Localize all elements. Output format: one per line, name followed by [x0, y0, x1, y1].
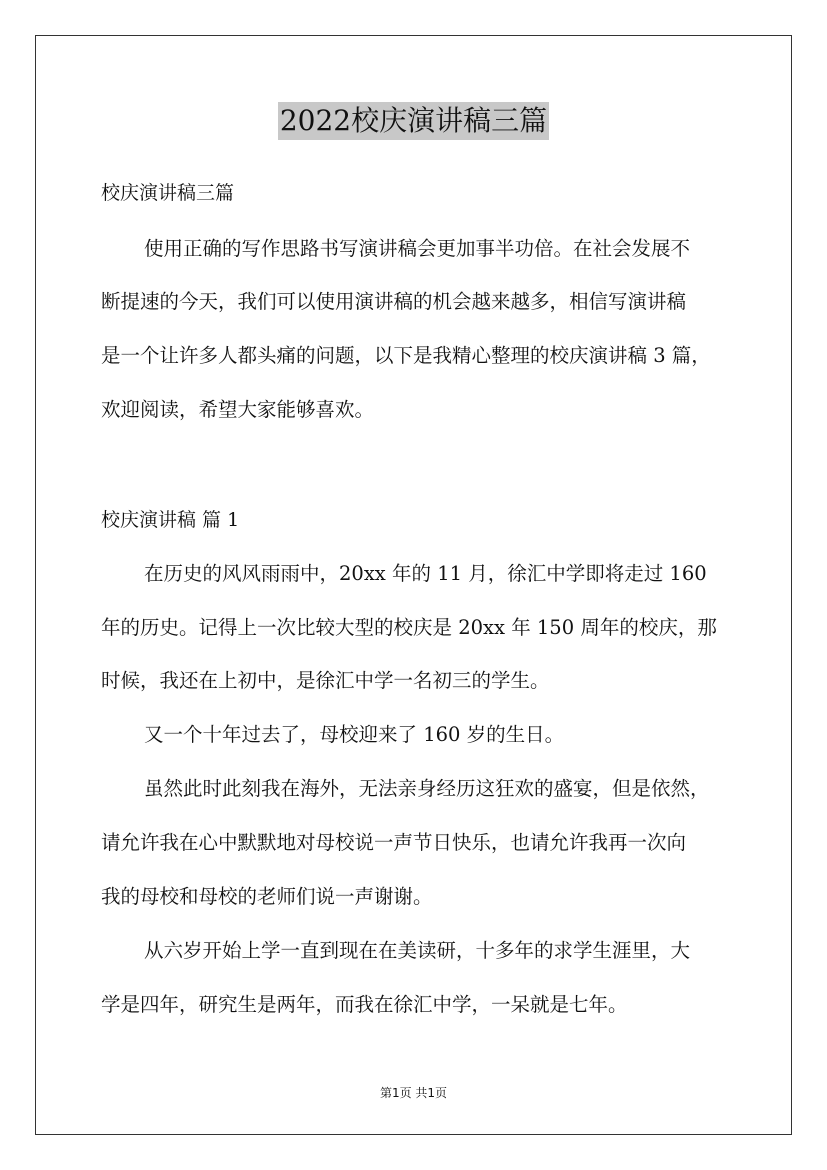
paragraph-line: 又一个十年过去了，母校迎来了 160 岁的生日。	[144, 723, 565, 746]
intro-line: 欢迎阅读，希望大家能够喜欢。	[101, 398, 375, 421]
paragraph-line: 请允许我在心中默默地对母校说一声节日快乐，也请允许我再一次向	[101, 831, 687, 854]
section-heading: 校庆演讲稿 篇 1	[101, 509, 240, 531]
paragraph-line: 在历史的风风雨雨中，20xx 年的 11 月，徐汇中学即将走过 160	[144, 562, 707, 585]
intro-line: 使用正确的写作思路书写演讲稿会更加事半功倍。在社会发展不	[144, 237, 691, 260]
document-subtitle: 校庆演讲稿三篇	[101, 182, 235, 204]
paragraph-line: 虽然此时此刻我在海外，无法亲身经历这狂欢的盛宴，但是依然，	[144, 777, 710, 800]
title-container	[0, 102, 827, 140]
document-title: 2022校庆演讲稿三篇	[278, 102, 549, 140]
paragraph-line: 时候，我还在上初中，是徐汇中学一名初三的学生。	[101, 669, 550, 692]
paragraph-line: 我的母校和母校的老师们说一声谢谢。	[101, 885, 433, 908]
intro-line: 是一个让许多人都头痛的问题，以下是我精心整理的校庆演讲稿 3 篇，	[101, 344, 711, 367]
intro-line: 断提速的今天，我们可以使用演讲稿的机会越来越多，相信写演讲稿	[101, 290, 687, 313]
page-footer: 第1页 共1页	[379, 1086, 448, 1100]
paragraph-line: 从六岁开始上学一直到现在在美读研，十多年的求学生涯里，大	[144, 939, 691, 962]
paragraph-line: 年的历史。记得上一次比较大型的校庆是 20xx 年 150 周年的校庆，那	[101, 616, 717, 639]
paragraph-line: 学是四年，研究生是两年，而我在徐汇中学，一呆就是七年。	[101, 993, 628, 1016]
